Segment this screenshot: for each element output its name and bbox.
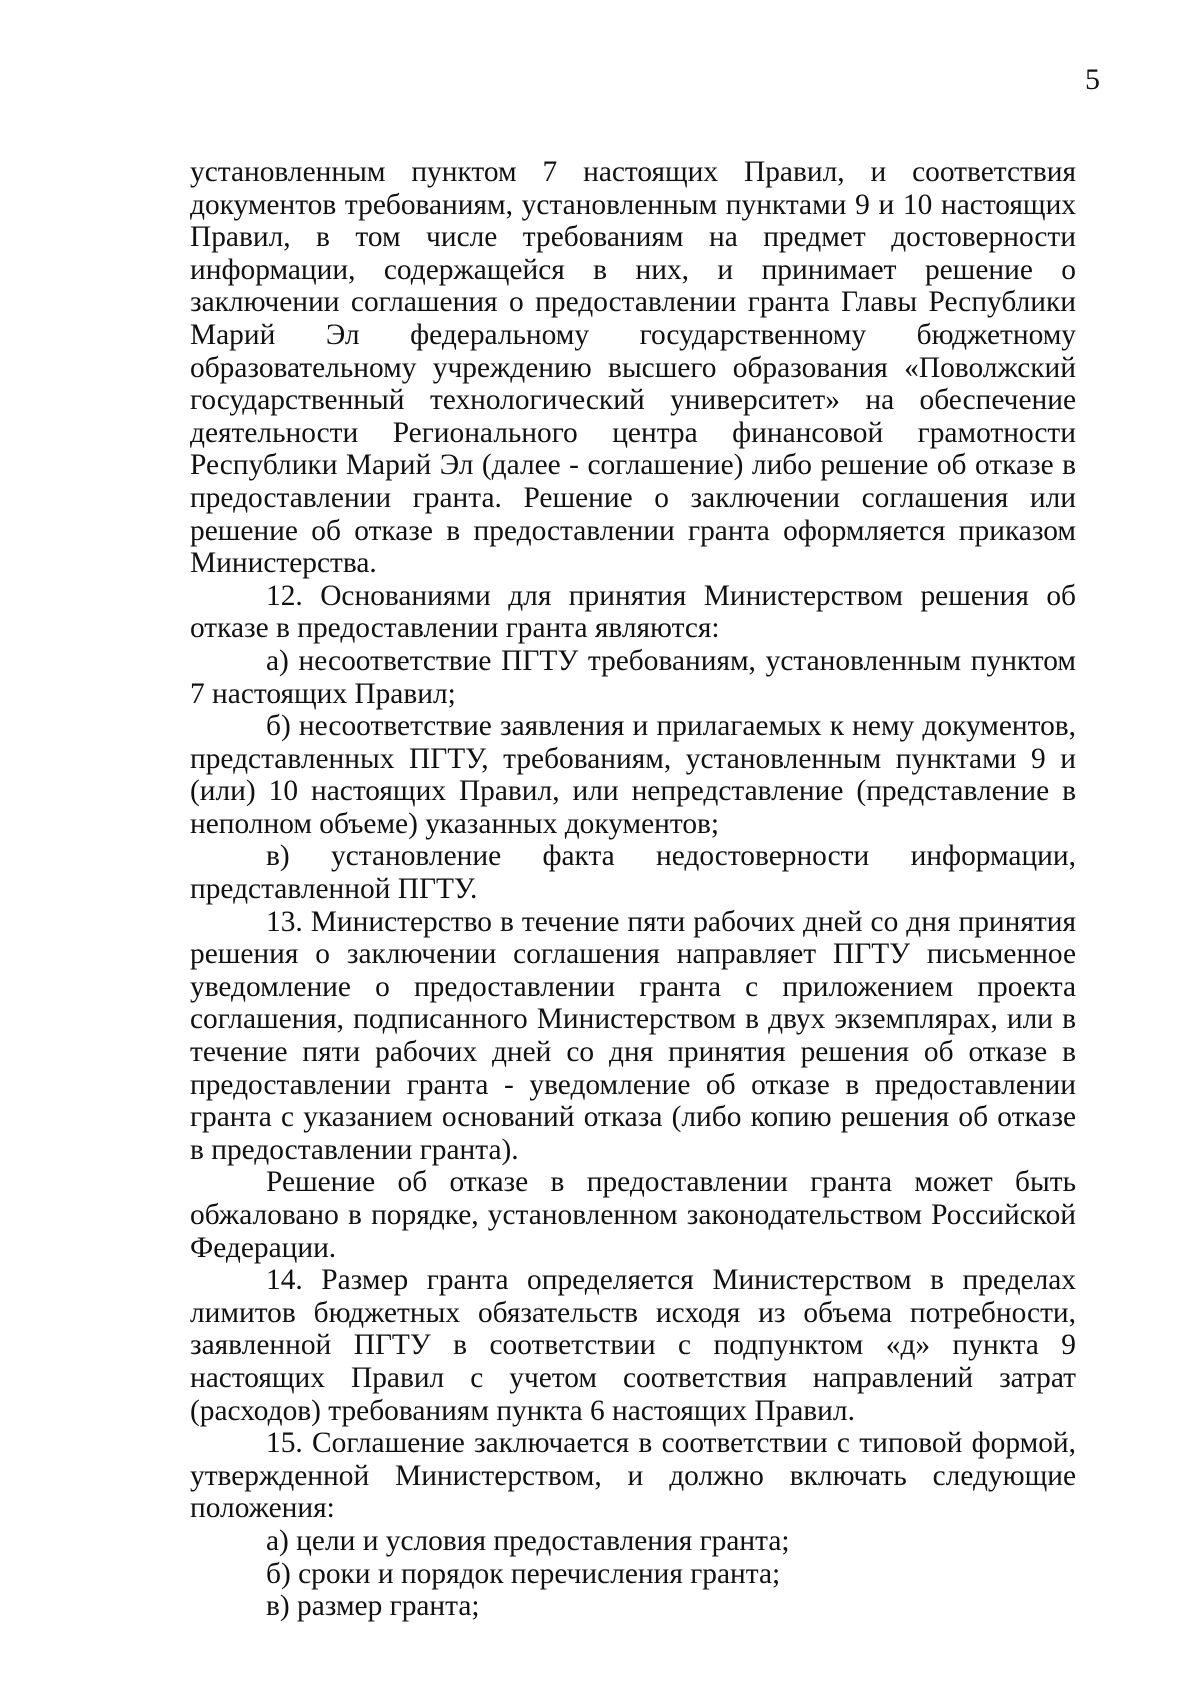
subitem-12-v: в) установление факта недостоверности информации, представленной ПГТУ. <box>190 840 1076 906</box>
paragraph-item-15: 15. Соглашение заключается в соответствии с типовой формой, утвержденной Министерством, и должно включать следующие положения: <box>190 1427 1076 1525</box>
paragraph-continuation: установленным пунктом 7 настоящих Правил, и соответствия документов требованиям, установленным пунктами 9 и 10 настоящих Правил, в том числе требованиям на предмет достоверности информации, содержащейся в них, и принимает решение о заключении соглашения о предоставлении гранта Главы Республики Марий Эл федеральному государственному бюджетному образовательному учреждению высшего образования «Поволжский государственный технологический университет» на обеспечение деятельности Регионального центра финансовой грамотности Республики Марий Эл (далее - соглашение) либо решение об отказе в предоставлении гранта. Решение о заключении соглашения или решение об отказе в предоставлении гранта оформляется приказом Министерства. <box>190 156 1076 580</box>
subitem-15-b: б) сроки и порядок перечисления гранта; <box>266 1557 781 1590</box>
paragraph-appeal: Решение об отказе в предоставлении гранта может быть обжаловано в порядке, установленном законодательством Российской Федерации. <box>190 1166 1076 1264</box>
page-number: 5 <box>1085 63 1100 96</box>
subitem-15-a: а) цели и условия предоставления гранта; <box>266 1524 790 1557</box>
paragraph-item-12: 12. Основаниями для принятия Министерством решения об отказе в предоставлении гранта являются: <box>190 579 1076 645</box>
paragraph-item-14: 14. Размер гранта определяется Министерством в пределах лимитов бюджетных обязательств исходя из объема потребности, заявленной ПГТУ в соответствии с подпунктом «д» пункта 9 настоящих Правил с учетом соответствия направлений затрат (расходов) требованиям пункта 6 настоящих Правил. <box>190 1264 1076 1427</box>
subitem-12-a: а) несоответствие ПГТУ требованиям, установленным пунктом 7 настоящих Правил; <box>190 644 1076 710</box>
subitem-15-v: в) размер гранта; <box>266 1590 480 1623</box>
paragraph-item-13: 13. Министерство в течение пяти рабочих дней со дня принятия решения о заключении соглашения направляет ПГТУ письменное уведомление о предоставлении гранта с приложением проекта соглашения, подписанного Министерством в двух экземплярах, или в течение пяти рабочих дней со дня принятия решения об отказе в предоставлении гранта - уведомление об отказе в предоставлении гранта с указанием оснований отказа (либо копию решения об отказе в предоставлении гранта). <box>190 905 1076 1166</box>
document-body <box>190 156 1076 1623</box>
subitem-12-b: б) несоответствие заявления и прилагаемых к нему документов, представленных ПГТУ, требованиям, установленным пунктами 9 и (или) 10 настоящих Правил, или непредставление (представление в неполном объеме) указанных документов; <box>190 710 1076 840</box>
